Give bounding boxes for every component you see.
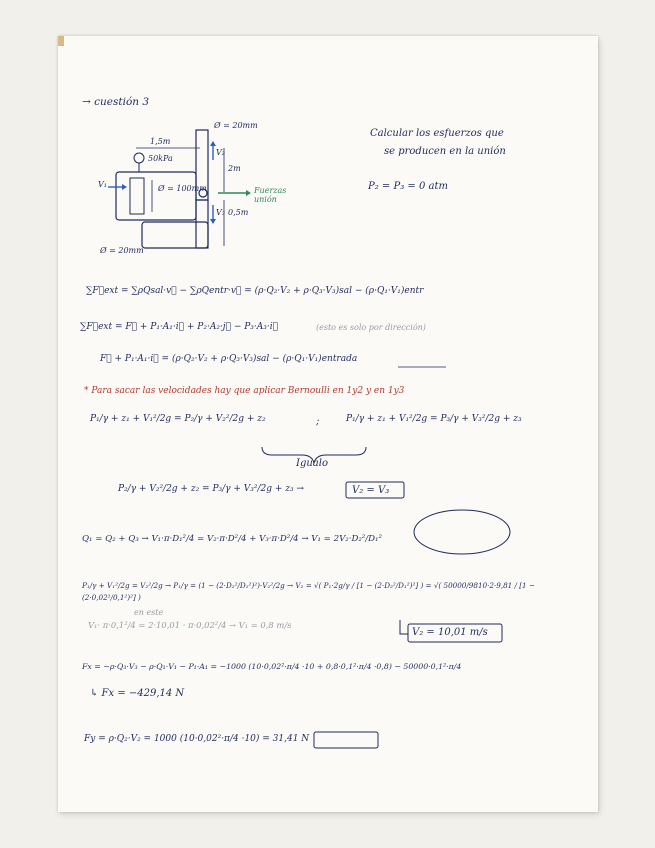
statement-line2: se producen en la unión [384, 146, 506, 157]
statement-line1: Calcular los esfuerzos que [370, 128, 504, 139]
igualo-label: Igualo [296, 458, 328, 469]
direction-note: (esto es solo por dirección) [316, 323, 426, 332]
diam-top-label: Ø = 20mm [214, 121, 258, 130]
bernoulli-note: * Para sacar las velocidades hay que aplicar Bernoulli en 1y2 y en 1y3 [84, 386, 405, 396]
pressure-label: 50kPa [148, 154, 173, 163]
momentum-equation: ∑F⃗ext = ∑ρQsal·v⃗ − ∑ρQentr·v⃗ = (ρ·Q₂·V₂ + ρ·Q₃·V₃)sal − (ρ·Q₁·V₁)entr [86, 286, 424, 296]
forces-label: Fuerzas unión [254, 186, 287, 204]
bernoulli-separator: ; [316, 416, 320, 427]
velocity-derivation: P₁/γ + V₁²/2g = V₂²/2g → P₁/γ = (1 − (2·D₂²/D₁²)²)·V₂²/2g → V₂ = √( P₁·2g/γ / [1 − (2·D₂²/D₁²)²] ) = √( 50000/9810·2·9,81 / [1 − (2·0,02²/0,1²)²] ) [82, 581, 535, 602]
v1-label: V₁ [98, 180, 107, 189]
continuity-equation: Q₁ = Q₂ + Q₃ → V₁·π·D₁²/4 = V₂·π·D²/4 + V₃·π·D²/4 → V₁ = 2V₂·D₂²/D₁² [82, 534, 382, 544]
h2-label: 2m [228, 164, 241, 173]
question-heading: → cuestión 3 [82, 96, 150, 108]
fx-equation: Fx = −ρ·Q₃·V₃ − ρ·Q₁·V₁ − P₁·A₁ = −1000 (10·0,02²·π/4 ·10 + 0,8·0,1²·π/4 ·0,8) − 50000·0,1²·π/4 [82, 662, 462, 671]
fx-result: ↳ Fx = −429,14 N [90, 688, 185, 699]
fy-equation: Fy = ρ·Q₂·V₂ = 1000 (10·0,02²·π/4 ·10) = 31,41 N [84, 734, 310, 744]
gray-annotation-top: en este [134, 608, 164, 617]
v3-label: V₃ [216, 208, 225, 217]
v1-calculation: V₁· π·0,1²/4 = 2·10,01 · π·0,02²/4 → V₁ = 0,8 m/s [88, 620, 292, 630]
v2-label: V₂ [216, 148, 225, 157]
h3-label: 0,5m [228, 208, 249, 217]
bernoulli-1-3: P₁/γ + z₁ + V₁²/2g = P₃/γ + V₃²/2g + z₃ [346, 414, 522, 424]
statement-line3: P₂ = P₃ = 0 atm [368, 181, 448, 192]
diam-bottom-label: Ø = 20mm [100, 246, 144, 255]
velocity-equality: V₂ = V₃ [352, 485, 390, 496]
forces-sum-equation: ∑F⃗ext = F⃗ + P₁·A₁·i⃗ + P₂·A₂·j⃗ − P₃·A₃·i⃗ [80, 322, 279, 332]
diam-mid-label: Ø = 100mm [158, 184, 207, 193]
bernoulli-2-3: P₂/γ + V₂²/2g + z₂ = P₃/γ + V₃²/2g + z₃ → [118, 484, 305, 494]
dim-length-label: 1,5m [150, 137, 171, 146]
v2-result: V₂ = 10,01 m/s [412, 627, 488, 638]
bernoulli-1-2: P₁/γ + z₁ + V₁²/2g = P₂/γ + V₂²/2g + z₂ [90, 414, 266, 424]
force-balance-equation: F⃗ + P₁·A₁·i⃗ = (ρ·Q₂·V₂ + ρ·Q₃·V₃)sal − (ρ·Q₁·V₁)entrada [100, 354, 358, 364]
